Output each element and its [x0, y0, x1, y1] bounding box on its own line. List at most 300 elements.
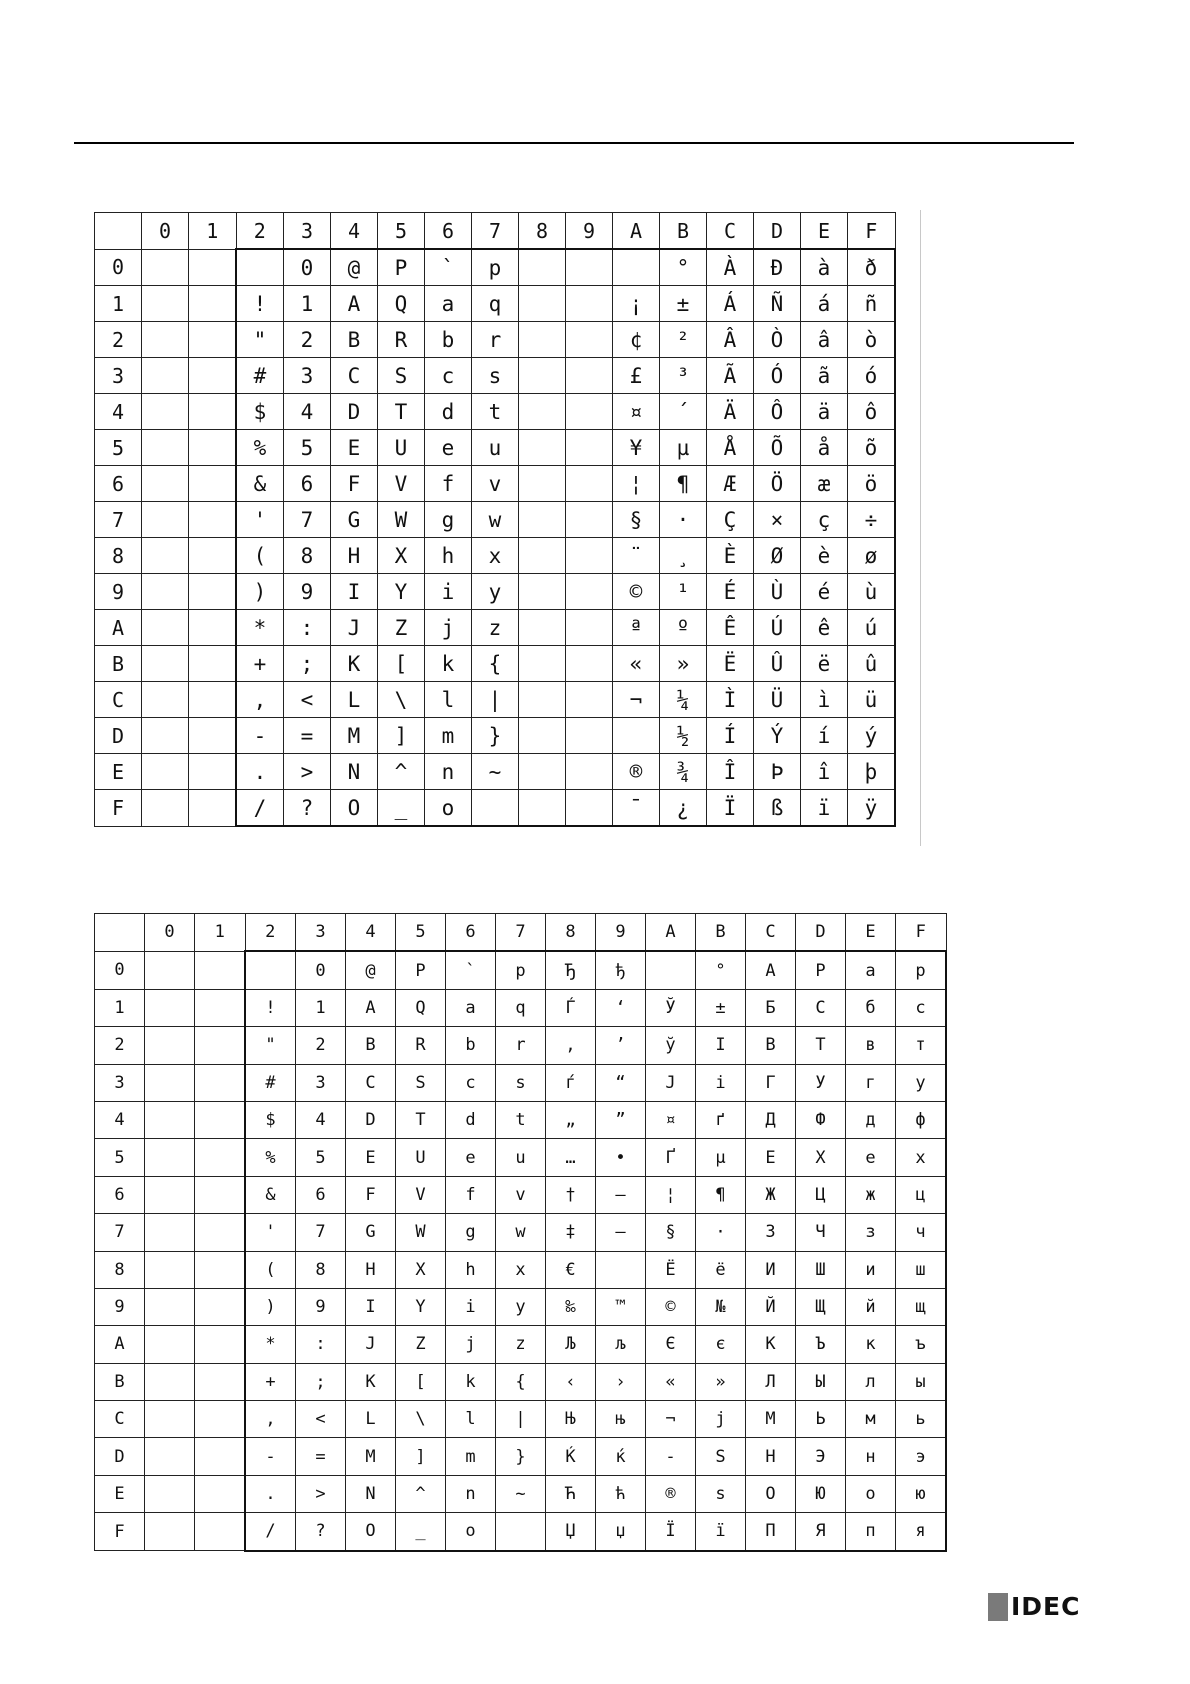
- char-cell: I: [331, 574, 378, 610]
- char-cell: i: [425, 574, 472, 610]
- char-cell: þ: [848, 754, 896, 790]
- char-cell: [646, 951, 696, 989]
- char-cell: [142, 538, 189, 574]
- char-cell: ›: [596, 1363, 646, 1400]
- char-cell: й: [846, 1288, 896, 1325]
- row-header: 3: [95, 358, 142, 394]
- table-row: [95, 574, 896, 610]
- char-cell: њ: [596, 1401, 646, 1438]
- char-cell: Î: [707, 754, 754, 790]
- char-cell: Æ: [707, 466, 754, 502]
- corner-cell: [95, 213, 142, 250]
- char-cell: t: [496, 1101, 546, 1138]
- char-cell: t: [472, 394, 519, 430]
- char-cell: [189, 358, 237, 394]
- char-cell: e: [425, 430, 472, 466]
- table-row: [95, 1475, 947, 1512]
- char-cell: [145, 1363, 195, 1400]
- char-cell: ћ: [596, 1475, 646, 1512]
- char-cell: o: [446, 1513, 496, 1551]
- char-cell: [236, 249, 284, 286]
- char-cell: L: [346, 1401, 396, 1438]
- char-cell: N: [346, 1475, 396, 1512]
- char-cell: [566, 682, 613, 718]
- table-row: [95, 718, 896, 754]
- char-cell: ъ: [896, 1326, 947, 1363]
- char-cell: é: [801, 574, 848, 610]
- char-cell: Í: [707, 718, 754, 754]
- char-cell: ё: [696, 1251, 746, 1288]
- table-row: [95, 249, 896, 286]
- char-cell: K: [331, 646, 378, 682]
- char-cell: J: [331, 610, 378, 646]
- header-rule: [74, 142, 1074, 144]
- char-cell: [195, 1363, 246, 1400]
- char-cell: -: [646, 1438, 696, 1475]
- table-row: [95, 754, 896, 790]
- char-cell: к: [846, 1326, 896, 1363]
- char-cell: v: [496, 1176, 546, 1213]
- char-cell: ?: [284, 790, 331, 827]
- char-cell: џ: [596, 1513, 646, 1551]
- char-cell: \: [378, 682, 425, 718]
- char-cell: [566, 394, 613, 430]
- char-cell: ): [236, 574, 284, 610]
- table-row: [95, 1438, 947, 1475]
- char-cell: т: [896, 1027, 947, 1064]
- char-cell: `: [425, 249, 472, 286]
- char-cell: Г: [746, 1064, 796, 1101]
- char-cell: á: [801, 286, 848, 322]
- char-cell: ¾: [660, 754, 707, 790]
- char-cell: 1: [284, 286, 331, 322]
- char-cell: [145, 1064, 195, 1101]
- char-cell: [142, 286, 189, 322]
- char-cell: 1: [296, 989, 346, 1026]
- char-cell: .: [236, 754, 284, 790]
- char-cell: ‹: [546, 1363, 596, 1400]
- char-cell: å: [801, 430, 848, 466]
- char-cell: N: [331, 754, 378, 790]
- column-header: 4: [331, 213, 378, 250]
- char-cell: }: [496, 1438, 546, 1475]
- char-cell: Ó: [754, 358, 801, 394]
- char-cell: O: [331, 790, 378, 827]
- char-cell: ÷: [848, 502, 896, 538]
- char-cell: Ô: [754, 394, 801, 430]
- char-cell: .: [245, 1475, 296, 1512]
- char-cell: [519, 358, 566, 394]
- char-cell: М: [746, 1401, 796, 1438]
- table-row: [95, 1288, 947, 1325]
- char-cell: [145, 989, 195, 1026]
- char-cell: d: [425, 394, 472, 430]
- char-cell: [142, 718, 189, 754]
- char-cell: Þ: [754, 754, 801, 790]
- char-cell: G: [331, 502, 378, 538]
- char-cell: 6: [284, 466, 331, 502]
- char-cell: k: [446, 1363, 496, 1400]
- char-cell: 9: [284, 574, 331, 610]
- char-cell: ¬: [613, 682, 660, 718]
- char-cell: H: [331, 538, 378, 574]
- char-cell: [566, 466, 613, 502]
- char-cell: «: [646, 1363, 696, 1400]
- char-cell: [189, 286, 237, 322]
- table-row: [95, 322, 896, 358]
- char-cell: ù: [848, 574, 896, 610]
- char-cell: ³: [660, 358, 707, 394]
- char-cell: ¶: [696, 1176, 746, 1213]
- char-cell: B: [331, 322, 378, 358]
- char-cell: ®: [646, 1475, 696, 1512]
- column-header: F: [848, 213, 896, 250]
- char-cell: |: [496, 1401, 546, 1438]
- char-cell: Н: [746, 1438, 796, 1475]
- logo-mark-icon: [988, 1593, 1008, 1621]
- char-cell: ¹: [660, 574, 707, 610]
- char-cell: q: [472, 286, 519, 322]
- char-cell: 4: [296, 1101, 346, 1138]
- char-cell: l: [446, 1401, 496, 1438]
- char-cell: Ш: [796, 1251, 846, 1288]
- char-cell: ¦: [646, 1176, 696, 1213]
- char-cell: Џ: [546, 1513, 596, 1551]
- char-cell: c: [425, 358, 472, 394]
- char-cell: I: [346, 1288, 396, 1325]
- char-cell: ў: [646, 1027, 696, 1064]
- char-cell: £: [613, 358, 660, 394]
- char-cell: Т: [796, 1027, 846, 1064]
- char-cell: »: [660, 646, 707, 682]
- row-header: 0: [95, 249, 142, 286]
- char-cell: І: [696, 1027, 746, 1064]
- char-cell: P: [396, 951, 446, 989]
- char-cell: J: [346, 1326, 396, 1363]
- header-row: [95, 213, 896, 250]
- table-row: [95, 466, 896, 502]
- char-cell: Б: [746, 989, 796, 1026]
- char-cell: &: [245, 1176, 296, 1213]
- char-cell: «: [613, 646, 660, 682]
- idec-logo: [988, 1592, 1080, 1621]
- char-cell: Ц: [796, 1176, 846, 1213]
- char-cell: [519, 502, 566, 538]
- char-cell: `: [446, 951, 496, 989]
- column-header: A: [646, 914, 696, 952]
- char-cell: [142, 790, 189, 827]
- char-cell: ': [245, 1214, 296, 1251]
- char-cell: ´: [660, 394, 707, 430]
- char-cell: D: [331, 394, 378, 430]
- char-cell: [195, 1214, 246, 1251]
- char-cell: õ: [848, 430, 896, 466]
- char-cell: Ћ: [546, 1475, 596, 1512]
- char-cell: v: [472, 466, 519, 502]
- char-cell: [195, 951, 246, 989]
- char-cell: ‰: [546, 1288, 596, 1325]
- char-cell: 8: [284, 538, 331, 574]
- char-cell: ц: [896, 1176, 947, 1213]
- char-cell: c: [446, 1064, 496, 1101]
- char-cell: [195, 1176, 246, 1213]
- char-cell: z: [472, 610, 519, 646]
- char-cell: Ќ: [546, 1438, 596, 1475]
- char-cell: ô: [848, 394, 896, 430]
- char-cell: Щ: [796, 1288, 846, 1325]
- char-cell: ß: [754, 790, 801, 827]
- char-cell: ä: [801, 394, 848, 430]
- char-cell: Ў: [646, 989, 696, 1026]
- char-cell: _: [396, 1513, 446, 1551]
- header-row: [95, 914, 947, 952]
- char-cell: Ё: [646, 1251, 696, 1288]
- char-cell: А: [746, 951, 796, 989]
- column-header: E: [801, 213, 848, 250]
- char-cell: я: [896, 1513, 947, 1551]
- char-cell: ]: [396, 1438, 446, 1475]
- char-cell: X: [396, 1251, 446, 1288]
- char-cell: o: [425, 790, 472, 827]
- char-cell: а: [846, 951, 896, 989]
- char-cell: [189, 718, 237, 754]
- char-cell: [566, 322, 613, 358]
- column-header: 2: [236, 213, 284, 250]
- char-cell: Ã: [707, 358, 754, 394]
- row-header: B: [95, 1363, 145, 1400]
- char-cell: {: [496, 1363, 546, 1400]
- char-cell: ó: [848, 358, 896, 394]
- char-cell: ü: [848, 682, 896, 718]
- row-header: 9: [95, 574, 142, 610]
- char-cell: [142, 466, 189, 502]
- char-cell: [189, 466, 237, 502]
- char-cell: ã: [801, 358, 848, 394]
- char-cell: [519, 610, 566, 646]
- char-cell: ª: [613, 610, 660, 646]
- table-row: [95, 1101, 947, 1138]
- char-cell: [566, 574, 613, 610]
- char-cell: Y: [378, 574, 425, 610]
- char-cell: µ: [660, 430, 707, 466]
- char-cell: [189, 610, 237, 646]
- char-cell: L: [331, 682, 378, 718]
- char-cell: О: [746, 1475, 796, 1512]
- char-cell: [142, 646, 189, 682]
- table-row: [95, 989, 947, 1026]
- char-cell: [145, 1251, 195, 1288]
- char-cell: С: [796, 989, 846, 1026]
- character-code-table-cyrillic: [94, 913, 947, 1552]
- char-cell: A: [346, 989, 396, 1026]
- char-cell: x: [496, 1251, 546, 1288]
- char-cell: y: [472, 574, 519, 610]
- char-cell: [145, 1438, 195, 1475]
- column-header: 6: [446, 914, 496, 952]
- char-cell: -: [245, 1438, 296, 1475]
- char-cell: ђ: [596, 951, 646, 989]
- column-header: 5: [396, 914, 446, 952]
- char-cell: [519, 574, 566, 610]
- char-cell: #: [236, 358, 284, 394]
- table-row: [95, 951, 947, 989]
- char-cell: <: [296, 1401, 346, 1438]
- char-cell: [195, 1101, 246, 1138]
- char-cell: U: [396, 1139, 446, 1176]
- char-cell: G: [346, 1214, 396, 1251]
- char-cell: y: [496, 1288, 546, 1325]
- char-cell: Ч: [796, 1214, 846, 1251]
- row-header: 6: [95, 466, 142, 502]
- char-cell: ": [236, 322, 284, 358]
- char-cell: [189, 430, 237, 466]
- char-cell: ш: [896, 1251, 947, 1288]
- char-cell: 3: [296, 1064, 346, 1101]
- row-header: 4: [95, 1101, 145, 1138]
- char-cell: Ö: [754, 466, 801, 502]
- char-cell: ç: [801, 502, 848, 538]
- char-cell: [519, 538, 566, 574]
- char-cell: [189, 646, 237, 682]
- char-cell: е: [846, 1139, 896, 1176]
- char-cell: #: [245, 1064, 296, 1101]
- char-cell: ь: [896, 1401, 947, 1438]
- char-cell: [566, 430, 613, 466]
- char-cell: м: [846, 1401, 896, 1438]
- row-header: F: [95, 1513, 145, 1551]
- char-cell: [519, 322, 566, 358]
- char-cell: j: [446, 1326, 496, 1363]
- char-cell: u: [496, 1139, 546, 1176]
- char-cell: ч: [896, 1214, 947, 1251]
- char-cell: T: [378, 394, 425, 430]
- column-header: C: [707, 213, 754, 250]
- char-cell: [189, 682, 237, 718]
- char-cell: 2: [296, 1027, 346, 1064]
- char-cell: [: [396, 1363, 446, 1400]
- char-cell: !: [236, 286, 284, 322]
- char-cell: Y: [396, 1288, 446, 1325]
- char-cell: ¼: [660, 682, 707, 718]
- char-cell: u: [472, 430, 519, 466]
- char-cell: Õ: [754, 430, 801, 466]
- char-cell: ñ: [848, 286, 896, 322]
- char-cell: g: [425, 502, 472, 538]
- char-cell: У: [796, 1064, 846, 1101]
- char-cell: í: [801, 718, 848, 754]
- char-cell: r: [496, 1027, 546, 1064]
- char-cell: M: [331, 718, 378, 754]
- char-cell: п: [846, 1513, 896, 1551]
- char-cell: k: [425, 646, 472, 682]
- char-cell: €: [546, 1251, 596, 1288]
- char-cell: [145, 1401, 195, 1438]
- char-cell: Л: [746, 1363, 796, 1400]
- char-cell: f: [446, 1176, 496, 1213]
- char-cell: љ: [596, 1326, 646, 1363]
- char-cell: p: [496, 951, 546, 989]
- char-cell: и: [846, 1251, 896, 1288]
- table-row: [95, 430, 896, 466]
- char-cell: û: [848, 646, 896, 682]
- char-cell: ²: [660, 322, 707, 358]
- column-header: 7: [496, 914, 546, 952]
- row-header: 6: [95, 1176, 145, 1213]
- char-cell: К: [746, 1326, 796, 1363]
- char-cell: ґ: [696, 1101, 746, 1138]
- char-cell: [195, 1513, 246, 1551]
- char-cell: [566, 754, 613, 790]
- char-cell: ö: [848, 466, 896, 502]
- char-cell: Ñ: [754, 286, 801, 322]
- char-cell: Ü: [754, 682, 801, 718]
- table-row: [95, 1363, 947, 1400]
- row-header: 9: [95, 1288, 145, 1325]
- table-row: [95, 610, 896, 646]
- char-cell: о: [846, 1475, 896, 1512]
- char-cell: b: [446, 1027, 496, 1064]
- char-cell: Ì: [707, 682, 754, 718]
- char-cell: н: [846, 1438, 896, 1475]
- char-cell: Љ: [546, 1326, 596, 1363]
- char-cell: Ѕ: [696, 1438, 746, 1475]
- char-cell: [195, 1326, 246, 1363]
- row-header: 7: [95, 502, 142, 538]
- char-cell: [245, 951, 296, 989]
- column-header: F: [896, 914, 947, 952]
- char-cell: [145, 951, 195, 989]
- char-cell: U: [378, 430, 425, 466]
- table-row: [95, 286, 896, 322]
- char-cell: –: [596, 1176, 646, 1213]
- table-row: [95, 1214, 947, 1251]
- char-cell: г: [846, 1064, 896, 1101]
- column-header: 9: [566, 213, 613, 250]
- char-cell: n: [425, 754, 472, 790]
- char-cell: є: [696, 1326, 746, 1363]
- char-cell: 4: [284, 394, 331, 430]
- char-cell: ї: [696, 1513, 746, 1551]
- char-cell: ": [245, 1027, 296, 1064]
- char-cell: w: [472, 502, 519, 538]
- table-row: [95, 1251, 947, 1288]
- char-cell: ^: [396, 1475, 446, 1512]
- corner-cell: [95, 914, 145, 952]
- char-cell: Ç: [707, 502, 754, 538]
- char-cell: O: [346, 1513, 396, 1551]
- char-cell: >: [284, 754, 331, 790]
- char-cell: Ú: [754, 610, 801, 646]
- char-cell: [519, 718, 566, 754]
- char-cell: !: [245, 989, 296, 1026]
- char-cell: Â: [707, 322, 754, 358]
- char-cell: х: [896, 1139, 947, 1176]
- char-cell: [566, 249, 613, 286]
- char-cell: P: [378, 249, 425, 286]
- char-cell: ê: [801, 610, 848, 646]
- char-cell: [145, 1214, 195, 1251]
- char-cell: Q: [396, 989, 446, 1026]
- char-cell: ”: [596, 1101, 646, 1138]
- column-header: 5: [378, 213, 425, 250]
- column-header: 8: [546, 914, 596, 952]
- char-cell: [613, 249, 660, 286]
- char-cell: [142, 682, 189, 718]
- char-cell: [145, 1513, 195, 1551]
- char-cell: [142, 358, 189, 394]
- char-cell: 3: [284, 358, 331, 394]
- row-header: D: [95, 718, 142, 754]
